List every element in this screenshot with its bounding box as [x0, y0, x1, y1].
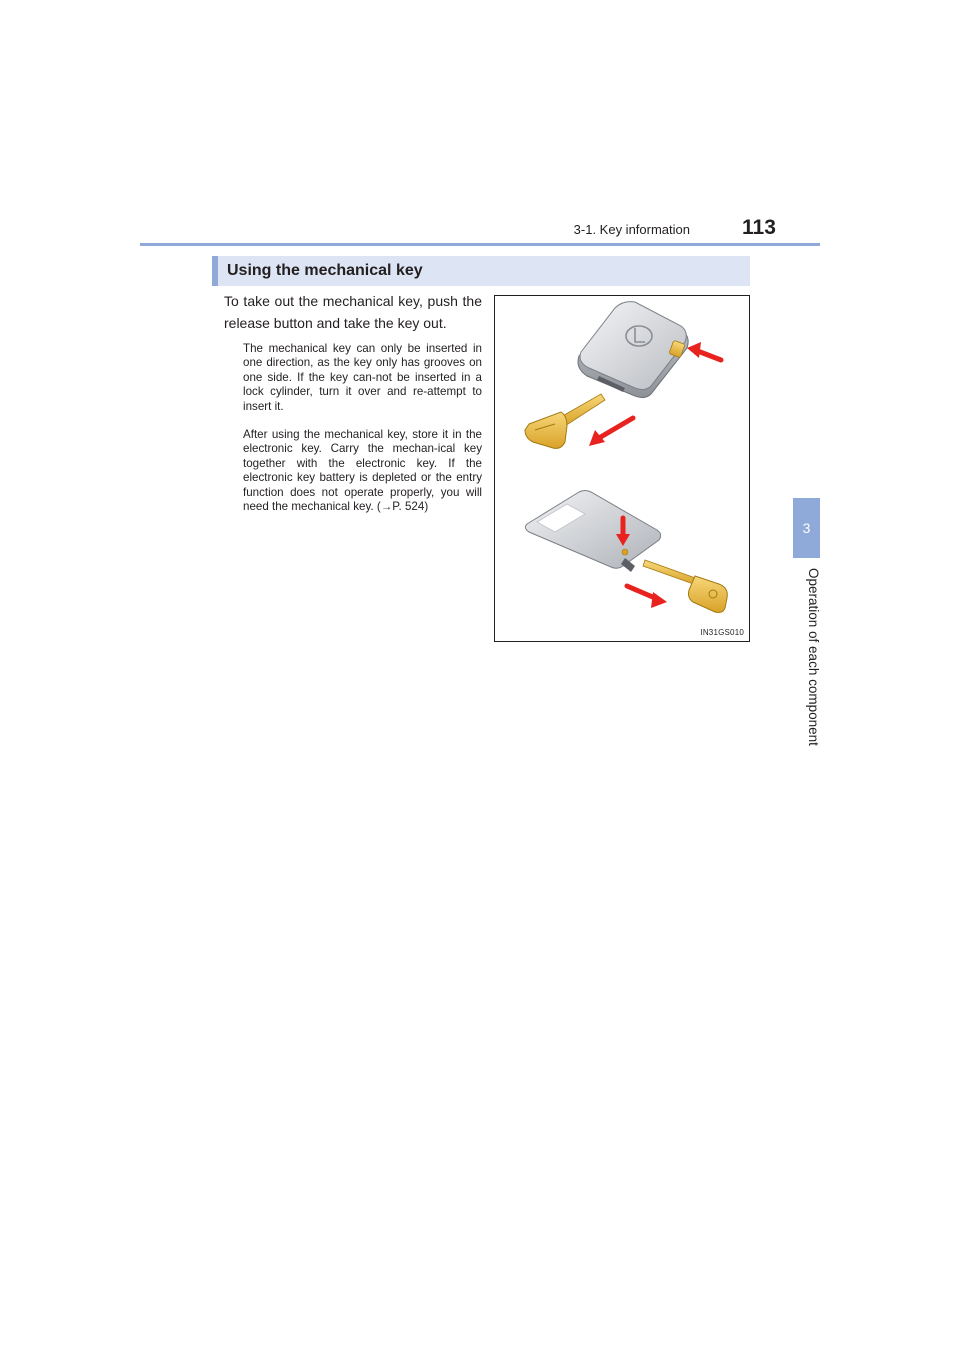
chapter-tab	[793, 498, 820, 558]
card-key	[525, 491, 660, 573]
note-paragraph: After using the mechanical key, store it in the electronic key. Carry the mechan-ical key together with the electronic key. If the electronic key battery is depleted or the entry function does not operate properly, you will need the mechanical key. (→P. 524)	[243, 428, 482, 514]
header-section-title: 3-1. Key information	[573, 222, 690, 237]
section-heading	[212, 256, 750, 286]
smart-key-fob	[578, 302, 688, 398]
header-rule	[140, 243, 820, 246]
pull-arrow	[589, 418, 633, 446]
chapter-number: 3	[802, 520, 811, 536]
intro-paragraph: To take out the mechanical key, push the release button and take the key out.	[224, 293, 482, 331]
page-number: 113	[742, 216, 776, 239]
chapter-title: Operation of each component	[806, 568, 821, 746]
figure-code: IN31GS010	[700, 628, 744, 637]
note-paragraph: The mechanical key can only be inserted in one direction, as the key only has grooves on one side. If the key can-not be inserted in a lock cylinder, turn it over and re-attempt to insert it.	[243, 342, 482, 413]
section-heading-text: Using the mechanical key	[227, 262, 423, 279]
push-arrow	[687, 342, 721, 360]
card-release-button	[622, 549, 628, 555]
key-illustration	[494, 295, 750, 642]
slide-out-arrow	[627, 586, 667, 608]
key-illustration-drawing	[495, 296, 749, 641]
